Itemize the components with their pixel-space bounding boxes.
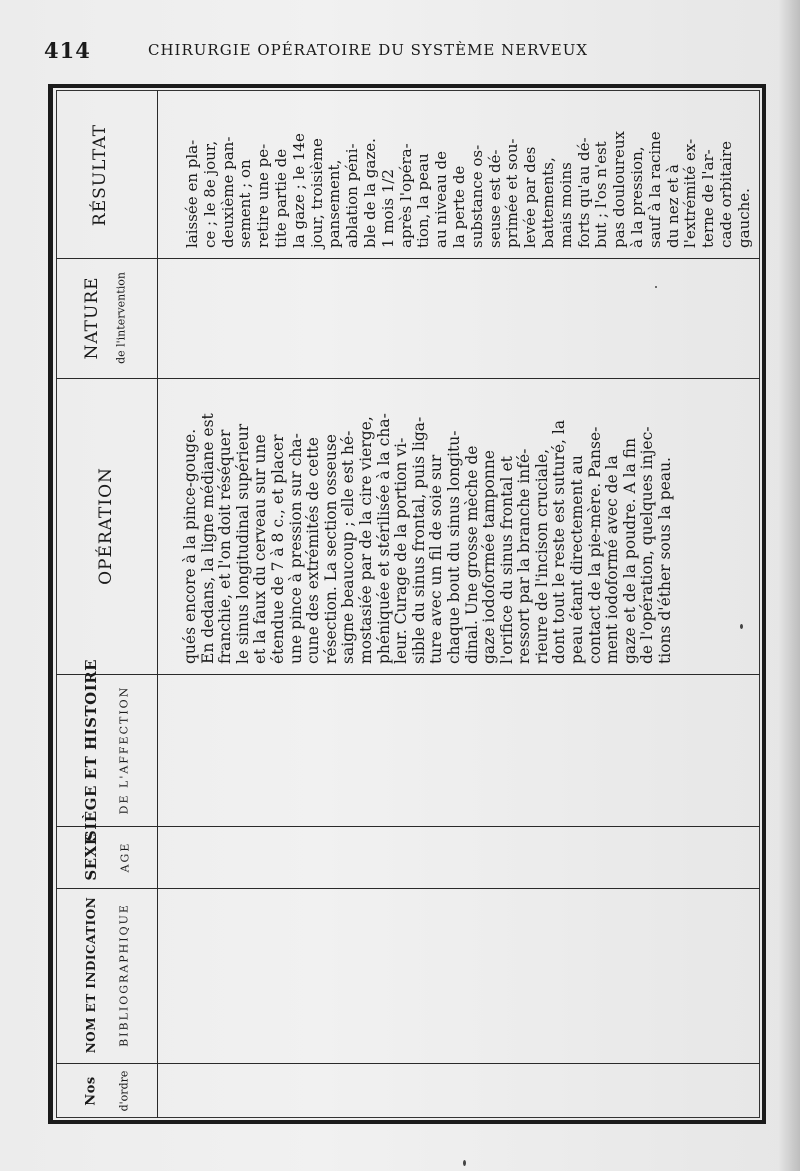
operation-line: qués encore à la pince-gouge. bbox=[181, 428, 199, 664]
resultat-line: après l'opéra- bbox=[396, 143, 415, 248]
operation-line: résection. La section osseuse bbox=[321, 434, 340, 664]
resultat-line: pansement, bbox=[325, 159, 344, 248]
resultat-line: forts qu'au dé- bbox=[574, 137, 593, 248]
running-title: CHIRURGIE OPÉRATOIRE DU SYSTÈME NERVEUX bbox=[148, 41, 589, 59]
page-number: 414 bbox=[44, 38, 91, 63]
operation-line: phéniquée et stérilisée à la cha- bbox=[374, 413, 393, 664]
resultat-line: la gaze ; le 14e bbox=[289, 133, 308, 248]
resultat-line: primée et sou- bbox=[503, 138, 522, 248]
scan-mark bbox=[463, 1160, 466, 1166]
operation-line: dinal. Une grosse mèche de bbox=[462, 445, 481, 664]
operation-line: franchie, et l'on doit réséquer bbox=[216, 429, 235, 664]
operation-line: ment iodoformé avec de la bbox=[603, 455, 622, 664]
resultat-line: gauche. bbox=[734, 188, 753, 248]
header-nature-sub: de l'intervention bbox=[114, 272, 128, 364]
operation-line: gaze iodoformée tamponne bbox=[480, 450, 499, 664]
resultat-line: l'extrémité ex- bbox=[681, 138, 700, 248]
resultat-line: levée par des bbox=[521, 146, 540, 248]
resultat-line: sauf à la racine bbox=[645, 131, 664, 248]
resultat-line: tite partie de bbox=[271, 148, 290, 248]
resultat-line: substance os- bbox=[467, 144, 486, 248]
header-numero: Nos bbox=[83, 1076, 99, 1106]
resultat-line: ble de la gaze. bbox=[360, 138, 379, 248]
separator-operation-siege bbox=[56, 674, 760, 675]
resultat-line: tion, la peau bbox=[414, 153, 433, 248]
operation-line: gaze et de la poudre. A la fin bbox=[620, 437, 639, 664]
operation-line: En dedans, la ligne médiane est bbox=[198, 413, 217, 664]
header-bibliographique: BIBLIOGRAPHIQUE bbox=[117, 903, 131, 1047]
separator-nature-operation bbox=[56, 378, 760, 379]
header-nom: NOM ET INDICATION bbox=[84, 896, 98, 1054]
operation-column bbox=[182, 384, 675, 664]
operation-line: saigne beaucoup ; elle est hé- bbox=[339, 430, 358, 664]
header-sexe: SEXE bbox=[82, 833, 100, 881]
header-age: AGE bbox=[118, 841, 132, 873]
operation-line: rieure de l'incison cruciale, bbox=[532, 448, 551, 664]
resultat-line: 1 mois 1/2 bbox=[378, 169, 397, 248]
resultat-line: laissée en pla- bbox=[183, 139, 201, 248]
resultat-line: but ; l'os n'est bbox=[592, 141, 611, 248]
resultat-line: pas douloureux bbox=[610, 131, 629, 248]
separator-resultat-nature bbox=[56, 258, 760, 259]
operation-line: ressort par la branche infé- bbox=[515, 448, 534, 664]
operation-line: et la faux du cerveau sur une bbox=[251, 434, 270, 664]
header-ordre: d'ordre bbox=[117, 1070, 131, 1112]
resultat-text bbox=[184, 98, 754, 248]
operation-line: chaque bout du sinus longitu- bbox=[444, 430, 463, 664]
resultat-line: cade orbitaire bbox=[716, 140, 735, 248]
header-row-separator bbox=[157, 90, 158, 1118]
operation-line: ture avec un fil de soie sur bbox=[427, 454, 446, 664]
resultat-line: ablation péni- bbox=[343, 143, 362, 248]
operation-line: leur. Curage de la portion vi- bbox=[392, 437, 411, 664]
operation-line: tions d'éther sous la peau. bbox=[656, 457, 675, 664]
resultat-line: au niveau de bbox=[432, 150, 451, 248]
header-operation: OPÉRATION bbox=[96, 467, 116, 585]
operation-line: mostasiée par de la cire vierge, bbox=[356, 416, 375, 664]
resultat-line: ce ; le 8e jour, bbox=[200, 140, 219, 248]
resultat-line: à la pression, bbox=[627, 146, 646, 248]
separator-nom-ordre bbox=[56, 1063, 760, 1064]
operation-line: l'orifice du sinus frontal et bbox=[497, 456, 516, 664]
resultat-line: du nez et à bbox=[663, 164, 682, 248]
separator-siege-sexe bbox=[56, 826, 760, 827]
resultat-line: terne de l'ar- bbox=[699, 149, 718, 248]
operation-line: dont tout le reste est suturé, la bbox=[550, 419, 569, 664]
header-siege: SIÈGE ET HISTOIRE bbox=[82, 658, 100, 842]
operation-line: le sinus longitudinal supérieur bbox=[233, 423, 252, 664]
resultat-column bbox=[184, 98, 754, 248]
resultat-line: sement ; on bbox=[236, 159, 255, 248]
separator-sexe-nom bbox=[56, 888, 760, 889]
operation-line: une pince à pression sur cha- bbox=[286, 433, 305, 664]
page-edge-shadow bbox=[778, 0, 800, 1171]
header-resultat: RÉSULTAT bbox=[90, 123, 110, 227]
scan-mark bbox=[655, 286, 657, 288]
header-nature: NATURE bbox=[82, 276, 102, 360]
operation-line: contact de la pie-mère. Panse- bbox=[585, 426, 604, 664]
resultat-line: battements, bbox=[538, 157, 557, 248]
resultat-line: seuse est dé- bbox=[485, 149, 504, 248]
operation-line: cune des extrémités de cette bbox=[304, 437, 323, 664]
operation-line: sible du sinus frontal, puis liga- bbox=[409, 416, 428, 664]
operation-line: de l'opération, quelques injec- bbox=[638, 426, 657, 664]
operation-line: étendue de 7 à 8 c., et placer bbox=[268, 434, 287, 664]
resultat-line: deuxième pan- bbox=[218, 136, 237, 248]
header-siege-sub: DE L'AFFECTION bbox=[117, 685, 131, 815]
scan-mark bbox=[740, 624, 743, 629]
operation-line: peau étant directement au bbox=[568, 455, 587, 664]
resultat-line: retire une pe- bbox=[254, 143, 273, 248]
resultat-line: jour, troisième bbox=[307, 138, 326, 248]
resultat-line: la perte de bbox=[449, 165, 468, 248]
resultat-line: mais moins bbox=[556, 162, 575, 248]
operation-text bbox=[182, 384, 675, 664]
